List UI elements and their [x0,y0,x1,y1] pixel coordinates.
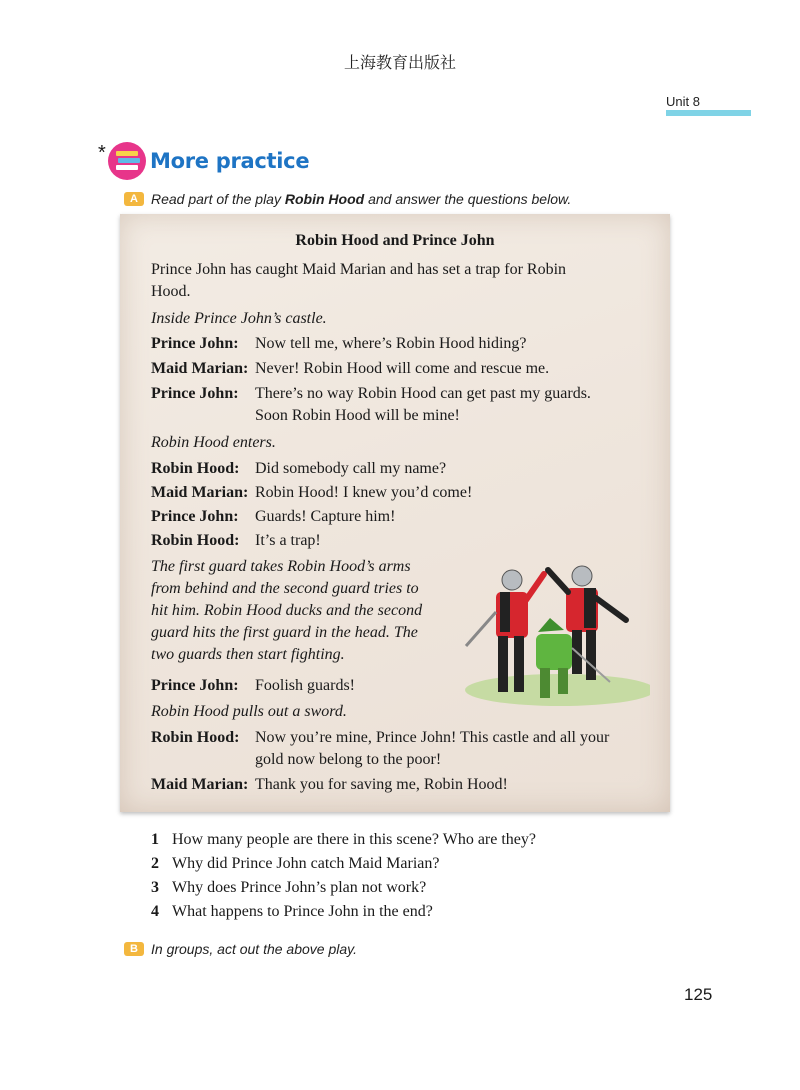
question-item [151,877,426,899]
question-text: How many people are there in this scene? Who are they? [172,831,536,848]
stage-direction: from behind and the second guard tries to [151,580,419,597]
speaker: Prince John: [151,508,239,525]
play-intro: Prince John has caught Maid Marian and has set a trap for Robin [151,261,567,278]
question-number: 4 [151,903,159,920]
play-title: Robin Hood and Prince John [295,232,495,249]
unit-label: Unit 8 [666,94,700,109]
question-number: 1 [151,831,159,848]
dialogue-line: There’s no way Robin Hood can get past my guards. [255,385,591,402]
dialogue-line: Foolish guards! [255,677,355,694]
dialogue-line: Thank you for saving me, Robin Hood! [255,776,508,793]
speaker: Robin Hood: [151,532,240,549]
speaker: Robin Hood: [151,460,240,477]
dialogue-line: Guards! Capture him! [255,508,396,525]
dialogue-line: Now tell me, where’s Robin Hood hiding? [255,335,527,352]
speaker: Robin Hood: [151,729,240,746]
instruction-text: Read part of the play [151,191,285,207]
stage-direction: Robin Hood enters. [151,434,276,451]
dialogue-line: Never! Robin Hood will come and rescue me. [255,360,550,377]
stage-direction: The first guard takes Robin Hood’s arms [151,558,411,575]
page-number: 125 [684,985,713,1004]
task-badge-a: A [124,192,144,206]
dialogue-line-cont: Soon Robin Hood will be mine! [255,407,460,424]
publisher-header: 上海教育出版社 [343,53,456,72]
stage-direction: guard hits the first guard in the head. The [151,624,418,641]
speaker: Prince John: [151,335,239,352]
stage-direction: Robin Hood pulls out a sword. [151,703,347,720]
question-text: What happens to Prince John in the end? [172,903,433,920]
unit-underline [666,110,751,116]
stage-direction: hit him. Robin Hood ducks and the second [151,602,423,619]
task-a-instruction [151,191,571,207]
instruction-text-end: and answer the questions below. [364,191,572,207]
dialogue-line: Now you’re mine, Prince John! This castle and all your [255,729,610,746]
question-item [151,901,433,923]
speaker: Maid Marian: [151,360,249,377]
books-icon [108,142,146,180]
stage-direction: two guards then start fighting. [151,646,345,663]
section-title: More practice [150,149,310,173]
optional-marker: * [98,142,106,164]
speaker: Prince John: [151,385,239,402]
task-b-instruction: In groups, act out the above play. [151,941,357,957]
stage-direction: Inside Prince John’s castle. [151,310,327,327]
speaker: Maid Marian: [151,776,249,793]
speaker: Prince John: [151,677,239,694]
speaker: Maid Marian: [151,484,249,501]
question-text: Why did Prince John catch Maid Marian? [172,855,440,872]
task-badge-b: B [124,942,144,956]
play-name: Robin Hood [284,191,365,207]
question-number: 2 [151,855,159,872]
dialogue-line: Did somebody call my name? [255,460,447,477]
play-intro-cont: Hood. [151,283,191,300]
dialogue-line-cont: gold now belong to the poor! [255,751,442,768]
question-text: Why does Prince John’s plan not work? [172,879,427,896]
question-item [151,829,536,851]
dialogue-line: Robin Hood! I knew you’d come! [255,484,473,501]
dialogue-line: It’s a trap! [255,532,321,549]
question-number: 3 [151,879,159,896]
question-item [151,853,439,875]
